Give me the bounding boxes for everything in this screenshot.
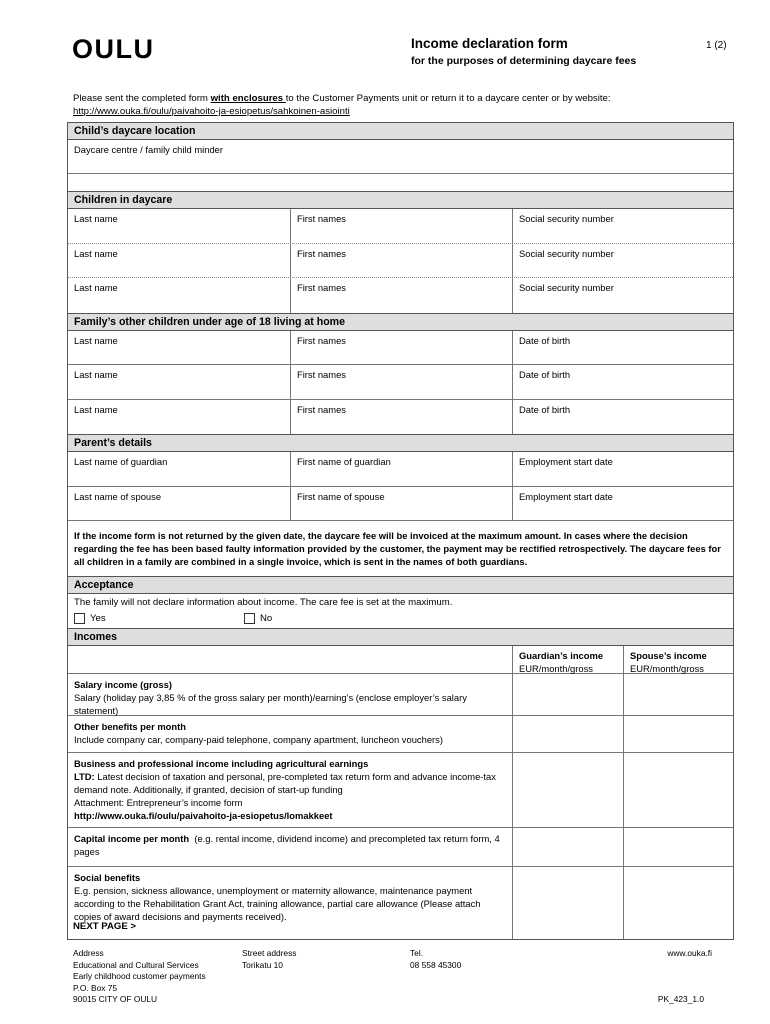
footer-tel-label: Tel. — [410, 948, 424, 958]
salary-income-title: Salary income (gross) — [74, 679, 172, 690]
intro-text — [73, 92, 611, 118]
incomes-desc-header — [68, 646, 512, 673]
capital-income-text: (e.g. rental income, dividend income) and precompleted tax return form, 4 pages — [74, 833, 503, 857]
child-ssn-field[interactable]: Social security number — [512, 244, 733, 278]
other-child-last-name-field[interactable]: Last name — [74, 369, 118, 380]
page-number: 1 (2) — [706, 40, 727, 51]
guardian-income-label: Guardian’s income — [519, 650, 604, 661]
salary-guardian-field[interactable] — [512, 674, 623, 715]
maximum-fee-notice: If the income form is not returned by the given date, the daycare fee will be invoiced at the maximum amount. In cases where the decision regarding the fee has been based faulty information provided by the customer, the payment may be rectified retrospectively. The daycare fees for all children in a family are combined in a single invoice, which is sent in the names of both guardians. — [68, 521, 733, 577]
spouse-employment-start-field[interactable]: Employment start date — [512, 487, 733, 521]
footer-address-line: Educational and Cultural Services — [73, 959, 199, 970]
business-spouse-field[interactable] — [623, 753, 733, 827]
social-benefits-row — [68, 866, 733, 939]
capital-guardian-field[interactable] — [512, 828, 623, 866]
child-last-name-field[interactable]: Last name — [74, 282, 118, 293]
spouse-row — [68, 487, 733, 522]
other-child-first-names-field[interactable]: First names — [290, 331, 512, 365]
other-child-row-2 — [68, 365, 733, 400]
intro-after: to the Customer Payments unit or return it to a daycare center or by website: — [285, 93, 611, 104]
benefits-spouse-field[interactable] — [623, 716, 733, 752]
guardian-last-name-field[interactable]: Last name of guardian — [74, 456, 168, 467]
section-daycare-location: Child’s daycare location — [68, 123, 733, 140]
daycare-location-row[interactable] — [68, 140, 733, 174]
footer-address-line: 90015 CITY OF OULU — [73, 994, 158, 1005]
guardian-income-unit: EUR/month/gross — [519, 663, 593, 674]
other-benefits-title: Other benefits per month — [74, 721, 186, 732]
other-child-last-name-field[interactable]: Last name — [74, 403, 118, 415]
other-benefits-desc — [68, 716, 512, 752]
footer-address-line: Early childhood customer payments — [73, 971, 206, 982]
footer-tel — [410, 948, 461, 971]
other-child-dob-field[interactable]: Date of birth — [512, 365, 733, 399]
social-benefits-text: E.g. pension, sickness allowance, unemployment or maternity allowance, maintenance payment according to the Rehabilitation Grant Act, training allowance, partial care allowance (Please attach copies of award decisions and payments received). — [74, 885, 481, 922]
child-ssn-field[interactable]: Social security number — [512, 209, 733, 243]
child-last-name-field[interactable]: Last name — [74, 213, 118, 224]
guardian-row — [68, 452, 733, 487]
section-incomes: Incomes — [68, 628, 733, 646]
business-guardian-field[interactable] — [512, 753, 623, 827]
child-row-2 — [68, 244, 733, 279]
section-other-children: Family’s other children under age of 18 living at home — [68, 313, 733, 331]
child-first-names-field[interactable]: First names — [290, 209, 512, 243]
capital-income-row — [68, 827, 733, 866]
acceptance-options — [68, 608, 733, 628]
ltd-text: Latest decision of taxation and personal, pre-completed tax return form and advance income-tax demand note. Additionally, if granted, decision of start-up funding — [74, 771, 496, 795]
benefits-guardian-field[interactable] — [512, 716, 623, 752]
other-child-row-3 — [68, 400, 733, 435]
intro-before: Please sent the completed form — [73, 93, 211, 104]
intro-link[interactable]: http://www.ouka.fi/oulu/paivahoito-ja-esiopetus/sahkoinen-asiointi — [73, 106, 350, 117]
footer-form-code: PK_423_1.0 — [657, 994, 704, 1004]
acceptance-no[interactable] — [244, 613, 272, 624]
salary-income-row — [68, 673, 733, 715]
other-child-row-1 — [68, 331, 733, 366]
spouse-income-unit: EUR/month/gross — [630, 663, 704, 674]
salary-spouse-field[interactable] — [623, 674, 733, 715]
form-subtitle: for the purposes of determining daycare fees — [411, 55, 637, 67]
capital-spouse-field[interactable] — [623, 828, 733, 866]
other-child-dob-field[interactable]: Date of birth — [512, 331, 733, 365]
capital-income-title: Capital income per month — [74, 833, 190, 844]
business-attachment: Attachment: Entrepreneur’s income form — [74, 797, 243, 808]
section-acceptance: Acceptance — [68, 577, 733, 594]
child-last-name-field[interactable]: Last name — [74, 247, 118, 259]
business-income-ltd — [74, 770, 506, 796]
oulu-logo: OULU — [72, 34, 155, 64]
footer-address — [73, 948, 206, 1006]
child-row-1 — [68, 209, 733, 244]
section-children: Children in daycare — [68, 191, 733, 209]
daycare-centre-field[interactable]: Daycare centre / family child minder — [74, 144, 224, 155]
business-income-desc — [68, 753, 512, 827]
footer-address-line: Address — [73, 948, 104, 958]
footer-street-value: Torikatu 10 — [242, 959, 283, 970]
ltd-label: LTD: — [74, 771, 95, 782]
spouse-income-header — [623, 646, 733, 673]
footer-tel-value: 08 558 45300 — [410, 959, 462, 970]
child-row-3 — [68, 278, 733, 313]
social-spouse-field[interactable] — [623, 867, 733, 939]
spouse-first-name-field[interactable]: First name of spouse — [290, 487, 512, 521]
spouse-income-label: Spouse’s income — [630, 650, 707, 661]
next-page-label: NEXT PAGE > — [73, 921, 136, 932]
other-child-last-name-field[interactable]: Last name — [74, 334, 118, 346]
form-title: Income declaration form — [411, 36, 568, 51]
child-first-names-field[interactable]: First names — [290, 244, 512, 278]
income-form — [67, 122, 734, 940]
other-child-first-names-field[interactable]: First names — [290, 400, 512, 435]
other-benefits-text: Include company car, company-paid telephone, company apartment, luncheon vouchers) — [74, 734, 443, 745]
business-income-title: Business and professional income including agricultural earnings — [74, 758, 369, 769]
intro-emphasis: with enclosures — [210, 93, 286, 104]
footer-street-label: Street address — [242, 948, 297, 958]
salary-income-text: Salary (holiday pay 3,85 % of the gross salary per month)/earning’s (enclose employer’s salary statement) — [74, 692, 467, 716]
guardian-employment-start-field[interactable]: Employment start date — [512, 452, 733, 486]
footer-address-line: P.O. Box 75 — [73, 982, 118, 993]
salary-income-desc — [68, 674, 512, 715]
other-child-dob-field[interactable]: Date of birth — [512, 400, 733, 435]
section-parents: Parent’s details — [68, 434, 733, 452]
footer-street — [242, 948, 296, 971]
business-forms-link[interactable]: http://www.ouka.fi/oulu/paivahoito-ja-esiopetus/lomakkeet — [74, 810, 333, 821]
business-income-row — [68, 752, 733, 827]
child-ssn-field[interactable]: Social security number — [512, 278, 733, 313]
social-benefits-title: Social benefits — [74, 872, 141, 883]
spouse-last-name-field[interactable]: Last name of spouse — [74, 490, 162, 502]
social-guardian-field[interactable] — [512, 867, 623, 939]
incomes-header-row — [68, 646, 733, 673]
yes-label: Yes — [90, 612, 106, 624]
child-first-names-field[interactable]: First names — [290, 278, 512, 313]
other-child-first-names-field[interactable]: First names — [290, 365, 512, 399]
acceptance-text: The family will not declare information about income. The care fee is set at the maximum. — [74, 597, 453, 608]
guardian-income-header — [512, 646, 623, 673]
no-label: No — [260, 612, 273, 624]
capital-income-desc — [68, 828, 512, 866]
no-checkbox[interactable] — [244, 613, 255, 624]
guardian-first-name-field[interactable]: First name of guardian — [290, 452, 512, 486]
yes-checkbox[interactable] — [74, 613, 85, 624]
footer-website[interactable]: www.ouka.fi — [667, 948, 712, 958]
other-benefits-row — [68, 715, 733, 752]
acceptance-yes[interactable] — [74, 613, 244, 624]
